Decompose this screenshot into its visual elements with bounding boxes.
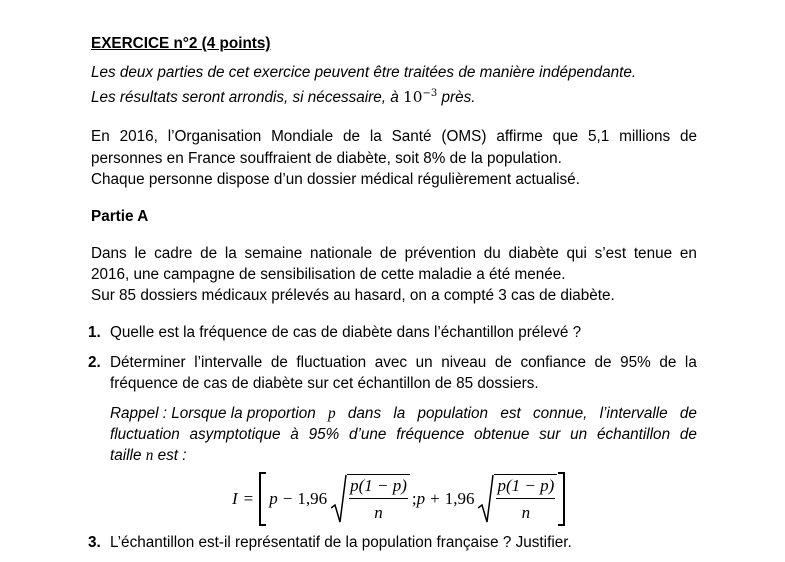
formula-lhs: I: [232, 489, 238, 508]
formula-separator: ;: [411, 489, 417, 508]
context-line-2: personnes en France souffraient de diabète, soit 8% de la population.: [91, 150, 562, 167]
fraction-numerator: p(1 − p): [496, 476, 555, 499]
reminder-line-2: [110, 424, 697, 445]
question-text: L’échantillon est-il représentatif de la population française ? Justifier.: [110, 534, 572, 551]
power-exponent: −3: [422, 88, 438, 99]
formula-coef: 1,96: [297, 489, 328, 508]
word: s’est: [594, 245, 627, 262]
reminder-label: Rappel : Lorsque la proportion: [110, 405, 316, 422]
reminder-text: taille: [110, 447, 146, 464]
square-root-2: [478, 474, 557, 524]
word: du: [483, 245, 501, 262]
reminder-text-end: est :: [153, 447, 187, 464]
word: l’intervalle: [194, 354, 263, 371]
formula-plus: +: [430, 489, 440, 508]
question-2: [88, 352, 697, 373]
word: millions: [619, 128, 671, 145]
part-a-heading: Partie A: [91, 208, 149, 225]
word: Mondiale: [271, 128, 334, 145]
exercise-title: EXERCICE n°2 (4 points): [91, 35, 271, 52]
square-root-1: [331, 474, 410, 524]
fraction-numerator: p(1 − p): [349, 476, 408, 499]
word: le: [134, 245, 147, 262]
radicand: [347, 474, 410, 524]
question-1: [88, 322, 581, 343]
context-line-3: Chaque personne dispose d’un dossier médical régulièrement actualisé.: [91, 171, 580, 188]
word: affirme: [496, 128, 543, 145]
word: niveau: [441, 354, 487, 371]
left-bracket-icon: [259, 472, 266, 526]
word: confiance: [520, 354, 586, 371]
word: Dans: [91, 245, 127, 262]
radicand: [494, 474, 557, 524]
word: En: [91, 128, 110, 145]
word: de: [679, 128, 697, 145]
word: la: [369, 128, 382, 145]
question-2-line-2: fréquence de cas de diabète sur cet échantillon de 85 dossiers.: [110, 375, 539, 392]
word: un: [570, 426, 588, 443]
word: population: [417, 405, 489, 422]
word: avec: [374, 354, 408, 371]
word: de: [679, 405, 697, 422]
word: Déterminer: [110, 354, 186, 371]
word: obtenue: [474, 426, 530, 443]
word: qui: [566, 245, 587, 262]
word: de: [594, 354, 612, 371]
word: en: [679, 245, 697, 262]
word: 5,1: [588, 128, 610, 145]
word: 95%: [620, 354, 651, 371]
word: échantillon: [596, 426, 671, 443]
word: sur: [539, 426, 561, 443]
intro-line-2-text: Les résultats seront arrondis, si nécessaire, à: [91, 89, 404, 106]
word: fréquence: [396, 426, 465, 443]
word: de: [659, 354, 677, 371]
word: tenue: [633, 245, 673, 262]
word: la: [393, 405, 406, 422]
radical-sign-icon: [478, 474, 494, 524]
word: fluctuation: [110, 426, 180, 443]
word: de: [200, 245, 218, 262]
question-number: 3.: [88, 534, 101, 551]
word: 95%: [308, 426, 340, 443]
variable-p: p: [328, 405, 336, 422]
word: de: [679, 426, 697, 443]
formula-equals: =: [243, 489, 254, 508]
fraction-denominator: n: [374, 503, 383, 522]
question-3: [88, 532, 572, 553]
intro-line-1: Les deux parties de cet exercice peuvent être traitées de manière indépendante.: [91, 64, 637, 81]
fluctuation-interval-formula: [232, 470, 565, 528]
word: Santé: [391, 128, 432, 145]
word: un: [415, 354, 433, 371]
word: asymptotique: [189, 426, 281, 443]
word: fluctuation: [296, 354, 367, 371]
formula-p: p: [269, 489, 278, 508]
word: cadre: [154, 245, 193, 262]
word: de: [379, 245, 397, 262]
word: dans: [347, 405, 382, 422]
formula-p: p: [416, 489, 426, 508]
context-line-1: [91, 126, 697, 147]
word: prévention: [404, 245, 477, 262]
word: semaine: [244, 245, 303, 262]
word: de: [270, 354, 288, 371]
question-2-line-1: [110, 352, 697, 373]
question-number: 1.: [88, 324, 101, 341]
question-text: Quelle est la fréquence de cas de diabète dans l’échantillon prélevé ?: [110, 324, 582, 341]
word: l’Organisation: [167, 128, 262, 145]
word: la: [224, 245, 237, 262]
word: est: [500, 405, 521, 422]
word: de: [494, 354, 512, 371]
word: l’intervalle: [599, 405, 668, 422]
part-a-line-2: 2016, une campagne de sensibilisation de cette maladie a été menée.: [91, 266, 566, 283]
word: (OMS): [441, 128, 487, 145]
power-base: 10: [403, 88, 423, 106]
word: la: [684, 354, 697, 371]
word: à: [290, 426, 299, 443]
question-number: 2.: [88, 354, 101, 371]
intro-line-2-end: près.: [437, 89, 476, 106]
fraction-denominator: n: [521, 503, 531, 522]
right-bracket-icon: [558, 472, 565, 526]
word: d’une: [348, 426, 387, 443]
word: de: [342, 128, 360, 145]
word: diabète: [508, 245, 559, 262]
formula-minus: −: [282, 489, 293, 508]
variable-n: n: [145, 447, 154, 464]
word: nationale: [310, 245, 373, 262]
word: 2016,: [119, 128, 158, 145]
radical-sign-icon: [331, 474, 347, 524]
formula-coef: 1,96: [444, 489, 475, 508]
word: que: [552, 128, 579, 145]
intro-line-2: [91, 83, 476, 108]
part-a-line-1: [91, 243, 697, 264]
reminder-line-3: [110, 445, 187, 466]
reminder-line-1: [110, 403, 697, 424]
part-a-line-3: Sur 85 dossiers médicaux prélevés au hasard, on a compté 3 cas de diabète.: [91, 287, 615, 304]
word: connue,: [532, 405, 588, 422]
